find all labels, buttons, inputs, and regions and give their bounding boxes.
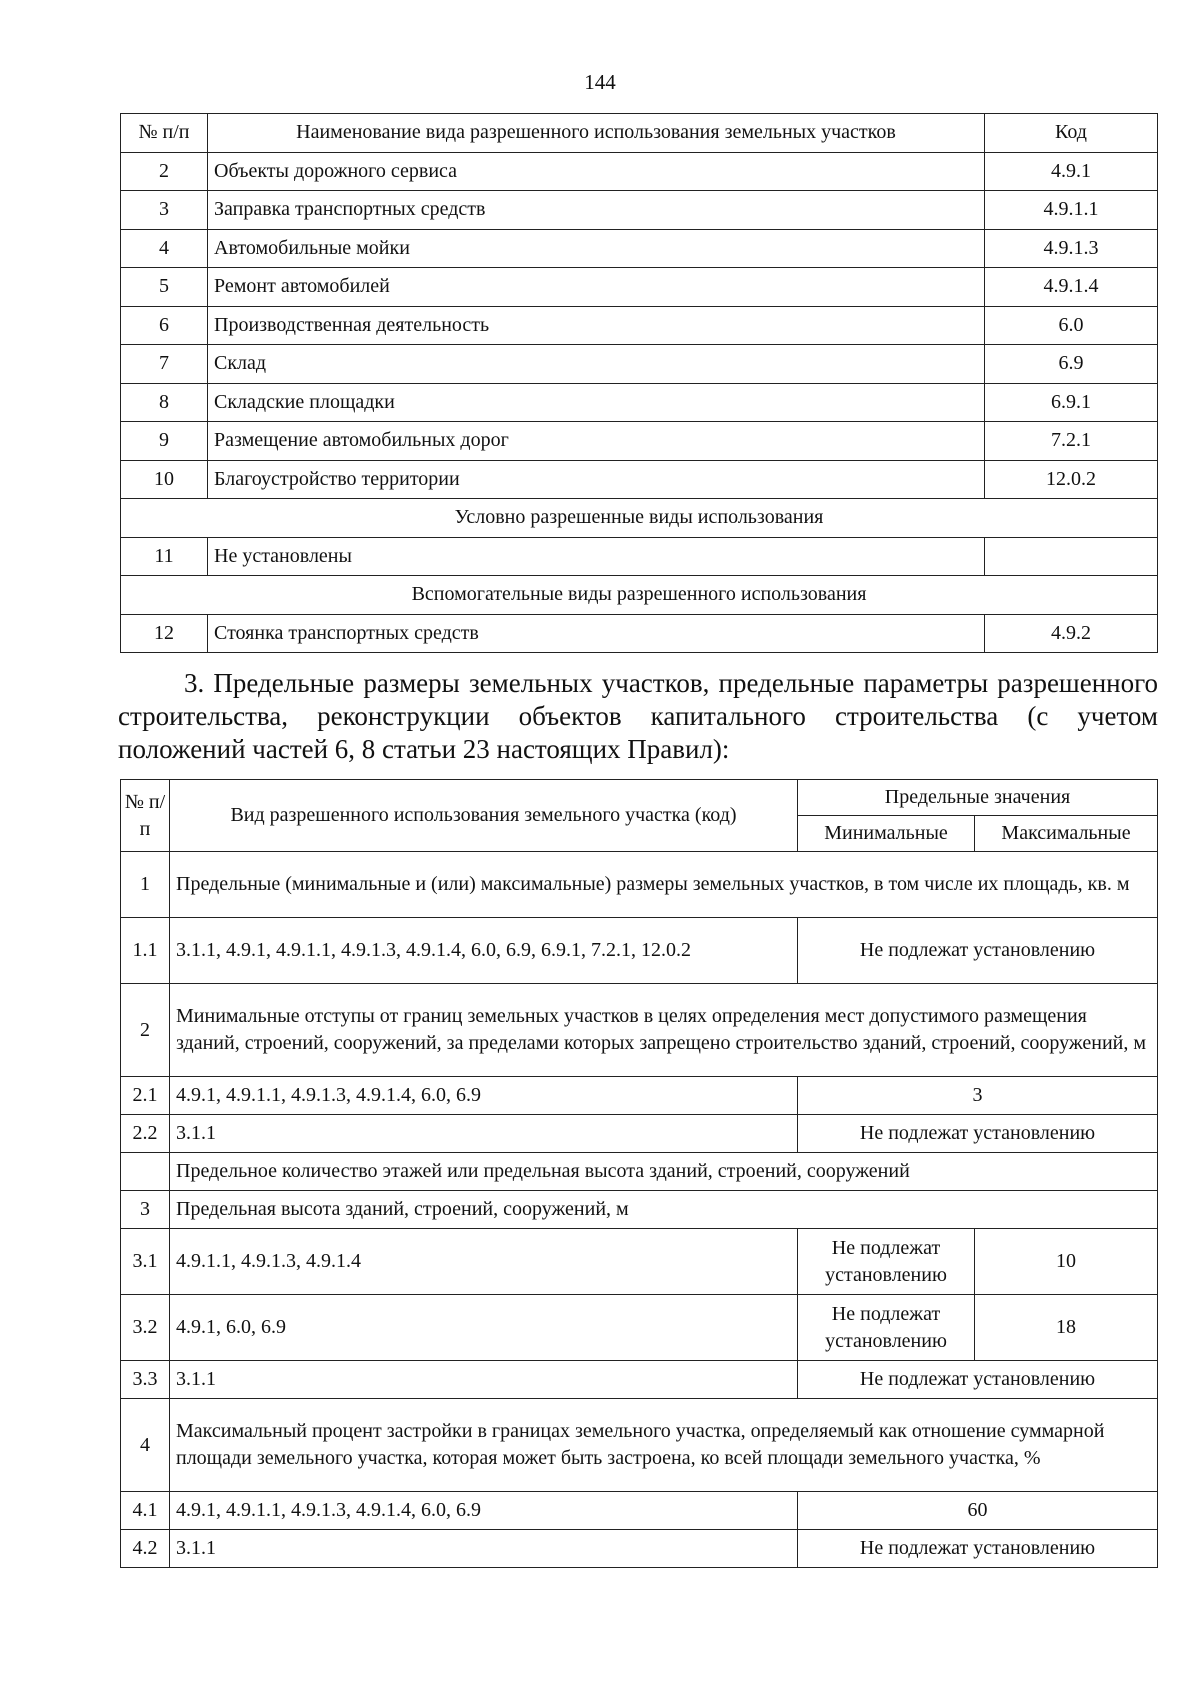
- row-num: 4.1: [121, 1492, 170, 1530]
- row-code: 6.0: [985, 306, 1158, 345]
- table-header-row: [121, 780, 1158, 816]
- row-name: Размещение автомобильных дорог: [208, 422, 985, 461]
- row-num: 6: [121, 306, 208, 345]
- header-limits: Предельные значения: [798, 780, 1158, 816]
- row-value: 3: [798, 1077, 1158, 1115]
- row-name: Стоянка транспортных средств: [208, 614, 985, 653]
- row-text: Предельное количество этажей или предельная высота зданий, строений, сооружений: [170, 1153, 1158, 1191]
- row-num: [121, 1153, 170, 1191]
- table-row: [121, 1530, 1158, 1568]
- row-num: 10: [121, 460, 208, 499]
- table-row: [121, 1361, 1158, 1399]
- table-row: [121, 1492, 1158, 1530]
- paragraph-text: 3. Предельные размеры земельных участков, предельные параметры разрешенного строительства, реконструкции объектов капитального строительства (с учетом положений частей 6, 8 статьи 23 настоящих Правил):: [118, 668, 1158, 764]
- row-code: 12.0.2: [985, 460, 1158, 499]
- row-value: 60: [798, 1492, 1158, 1530]
- row-value: Не подлежат установлению: [798, 1115, 1158, 1153]
- row-codes: 3.1.1: [170, 1115, 798, 1153]
- row-name: Автомобильные мойки: [208, 229, 985, 268]
- row-num: 12: [121, 614, 208, 653]
- row-value: Не подлежат установлению: [798, 1530, 1158, 1568]
- row-num: 3.3: [121, 1361, 170, 1399]
- row-code: 4.9.1.4: [985, 268, 1158, 307]
- table-row: [121, 1295, 1158, 1361]
- header-max: Максимальные: [975, 816, 1158, 852]
- row-num: 7: [121, 345, 208, 384]
- table-row: [121, 1191, 1158, 1229]
- row-text: Предельные (минимальные и (или) максимальные) размеры земельных участков, в том числе их площадь, кв. м: [170, 852, 1158, 918]
- row-num: 11: [121, 537, 208, 576]
- row-codes: 3.1.1: [170, 1361, 798, 1399]
- row-code: 4.9.1.3: [985, 229, 1158, 268]
- row-name: Благоустройство территории: [208, 460, 985, 499]
- row-code: 4.9.1.1: [985, 191, 1158, 230]
- row-value: Не подлежат установлению: [798, 918, 1158, 984]
- table-row: [121, 1399, 1158, 1492]
- table-row: [121, 383, 1158, 422]
- row-num: 9: [121, 422, 208, 461]
- table-row: [121, 918, 1158, 984]
- header-num: № п/п: [121, 780, 170, 852]
- row-num: 3: [121, 191, 208, 230]
- row-num: 3: [121, 1191, 170, 1229]
- row-num: 2: [121, 984, 170, 1077]
- row-code: 6.9.1: [985, 383, 1158, 422]
- row-text: Предельная высота зданий, строений, сооружений, м: [170, 1191, 1158, 1229]
- table-row: [121, 614, 1158, 653]
- row-num: 3.2: [121, 1295, 170, 1361]
- row-codes: 4.9.1.1, 4.9.1.3, 4.9.1.4: [170, 1229, 798, 1295]
- header-num: № п/п: [121, 114, 208, 153]
- table-row: [121, 984, 1158, 1077]
- row-name: Ремонт автомобилей: [208, 268, 985, 307]
- row-num: 8: [121, 383, 208, 422]
- row-num: 2: [121, 152, 208, 191]
- table-row: [121, 191, 1158, 230]
- row-num: 2.1: [121, 1077, 170, 1115]
- table-row: [121, 422, 1158, 461]
- row-text: Максимальный процент застройки в границах земельного участка, определяемый как отношение суммарной площади земельного участка, которая может быть застроена, ко всей площади земельного участка, %: [170, 1399, 1158, 1492]
- section-row-auxiliary: [121, 576, 1158, 615]
- row-code: 6.9: [985, 345, 1158, 384]
- row-num: 1: [121, 852, 170, 918]
- header-name: Наименование вида разрешенного использования земельных участков: [208, 114, 985, 153]
- section-title: Вспомогательные виды разрешенного использования: [121, 576, 1158, 615]
- row-code: 4.9.2: [985, 614, 1158, 653]
- section-row-conditional: [121, 499, 1158, 538]
- row-codes: 3.1.1: [170, 1530, 798, 1568]
- permitted-uses-table: [120, 113, 1158, 653]
- row-code: 7.2.1: [985, 422, 1158, 461]
- row-code: 4.9.1: [985, 152, 1158, 191]
- table-row: [121, 345, 1158, 384]
- row-num: 2.2: [121, 1115, 170, 1153]
- row-text: Минимальные отступы от границ земельных участков в целях определения мест допустимого размещения зданий, строений, сооружений, за пределами которых запрещено строительство зданий, строений, сооружений, м: [170, 984, 1158, 1077]
- row-name: Объекты дорожного сервиса: [208, 152, 985, 191]
- row-min: Не подлежат установлению: [798, 1295, 975, 1361]
- row-max: 10: [975, 1229, 1158, 1295]
- row-name: Складские площадки: [208, 383, 985, 422]
- row-codes: 4.9.1, 4.9.1.1, 4.9.1.3, 4.9.1.4, 6.0, 6.9: [170, 1492, 798, 1530]
- table-row: [121, 1153, 1158, 1191]
- table-row: [121, 537, 1158, 576]
- row-codes: 3.1.1, 4.9.1, 4.9.1.1, 4.9.1.3, 4.9.1.4, 6.0, 6.9, 6.9.1, 7.2.1, 12.0.2: [170, 918, 798, 984]
- row-codes: 4.9.1, 6.0, 6.9: [170, 1295, 798, 1361]
- row-num: 1.1: [121, 918, 170, 984]
- row-value: Не подлежат установлению: [798, 1361, 1158, 1399]
- table-row: [121, 306, 1158, 345]
- row-num: 4: [121, 229, 208, 268]
- table-row: [121, 152, 1158, 191]
- row-min: Не подлежат установлению: [798, 1229, 975, 1295]
- row-num: 3.1: [121, 1229, 170, 1295]
- table-row: [121, 852, 1158, 918]
- row-codes: 4.9.1, 4.9.1.1, 4.9.1.3, 4.9.1.4, 6.0, 6.9: [170, 1077, 798, 1115]
- section-3-paragraph: [118, 667, 1158, 766]
- row-name: Не установлены: [208, 537, 985, 576]
- row-max: 18: [975, 1295, 1158, 1361]
- header-type: Вид разрешенного использования земельного участка (код): [170, 780, 798, 852]
- table-header-row: [121, 114, 1158, 153]
- row-name: Склад: [208, 345, 985, 384]
- page-number: 144: [584, 70, 616, 94]
- row-num: 4: [121, 1399, 170, 1492]
- row-num: 4.2: [121, 1530, 170, 1568]
- row-code: [985, 537, 1158, 576]
- table-row: [121, 229, 1158, 268]
- row-name: Производственная деятельность: [208, 306, 985, 345]
- table-row: [121, 1077, 1158, 1115]
- table-row: [121, 1229, 1158, 1295]
- header-code: Код: [985, 114, 1158, 153]
- table-row: [121, 1115, 1158, 1153]
- row-name: Заправка транспортных средств: [208, 191, 985, 230]
- row-num: 5: [121, 268, 208, 307]
- table-row: [121, 460, 1158, 499]
- limits-table: [120, 779, 1158, 1568]
- header-min: Минимальные: [798, 816, 975, 852]
- section-title: Условно разрешенные виды использования: [121, 499, 1158, 538]
- table-row: [121, 268, 1158, 307]
